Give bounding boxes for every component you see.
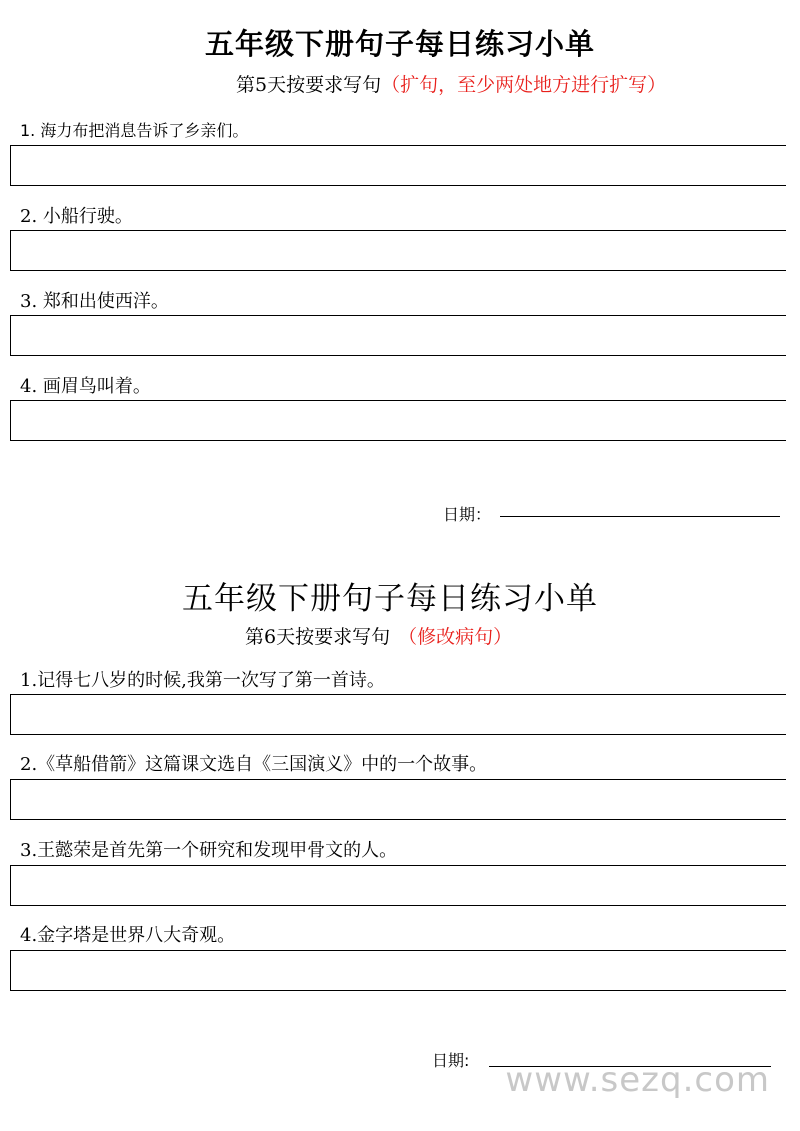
day6-answer-box-1[interactable]	[10, 694, 786, 735]
day6-answer-box-3[interactable]	[10, 865, 786, 906]
day6-date-label: 日期:	[432, 1051, 470, 1070]
day6-question-2: 2.《草船借箭》这篇课文选自《三国演义》中的一个故事。	[20, 754, 488, 775]
day5-question-1: 1. 海力布把消息告诉了乡亲们。	[20, 121, 249, 140]
day5-answer-box-1[interactable]	[10, 145, 786, 186]
day6-subtitle-note: （修改病句）	[398, 626, 513, 648]
day6-answer-box-2[interactable]	[10, 779, 786, 820]
day5-answer-box-3[interactable]	[10, 315, 786, 356]
day6-answer-box-4[interactable]	[10, 950, 786, 991]
day6-subtitle	[245, 622, 512, 649]
day5-date-label: 日期：	[443, 505, 492, 524]
day5-question-2: 2. 小船行驶。	[20, 206, 133, 227]
day5-title: 五年级下册句子每日练习小单	[204, 27, 595, 61]
day6-subtitle-main: 第6天按要求写句	[245, 626, 391, 648]
day6-question-4: 4.金字塔是世界八大奇观。	[20, 925, 236, 946]
day5-question-4: 4. 画眉鸟叫着。	[20, 376, 151, 397]
day5-answer-box-4[interactable]	[10, 400, 786, 441]
day5-question-3: 3. 郑和出使西洋。	[20, 291, 169, 312]
day6-title: 五年级下册句子每日练习小单	[182, 581, 598, 617]
day5-subtitle-main: 第5天按要求写句	[236, 74, 382, 96]
day5-date-line[interactable]	[500, 516, 780, 517]
site-watermark: www.sezq.com	[505, 1060, 770, 1100]
day5-subtitle	[236, 70, 666, 97]
day6-question-1: 1.记得七八岁的时候,我第一次写了第一首诗。	[20, 670, 385, 691]
day6-question-3: 3.王懿荣是首先第一个研究和发现甲骨文的人。	[20, 840, 398, 861]
day5-answer-box-2[interactable]	[10, 230, 786, 271]
day5-subtitle-note: （扩句，至少两处地方进行扩写）	[381, 74, 667, 96]
